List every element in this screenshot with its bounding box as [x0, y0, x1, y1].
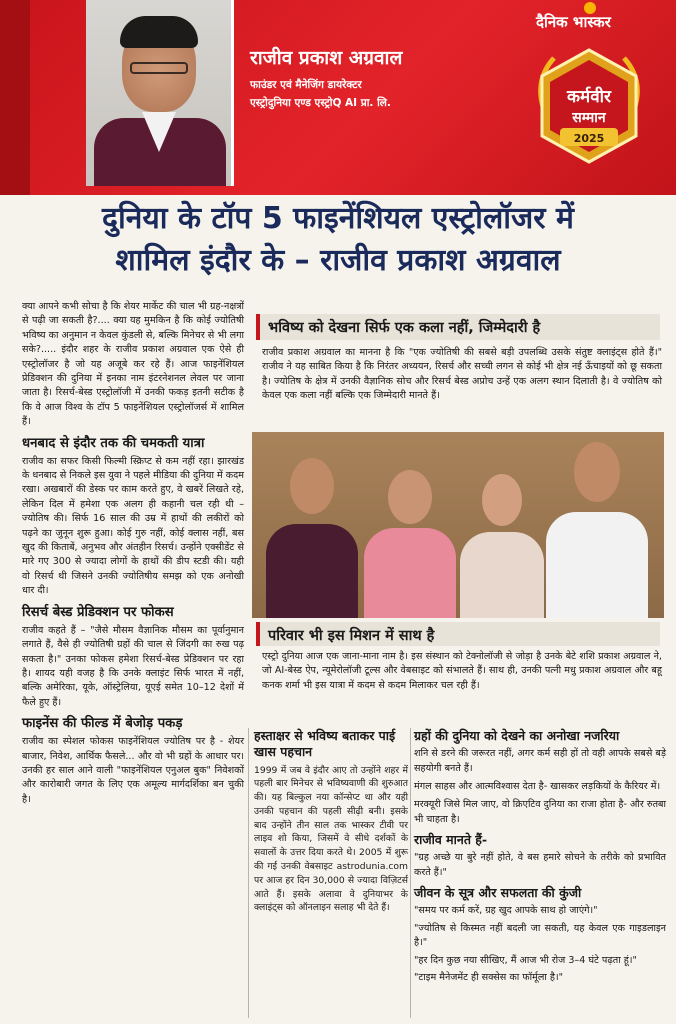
designation-line1: फाउंडर एवं मैनेजिंग डायरेक्टर	[250, 79, 362, 91]
responsibility-heading-box	[256, 314, 660, 340]
success-heading: जीवन के सूत्र और सफलता की कुंजी	[414, 885, 582, 901]
portrait-hair	[120, 16, 198, 48]
research-paragraph: राजीव कहते हैं – "जैसे मौसम वैज्ञानिक मौसम का पूर्वानुमान लगाते हैं, वैसे ही ज्योतिषी ग्रहों की चाल से जिंदगी का रुख पढ़ सकता है।" उनका फोकस हमेशा रिसर्च-बेस्ड प्रेडिक्शन पर रहा है। शायद यही वजह है कि उनके क्लाइंट सिर्फ भारत में नहीं, बल्कि अमेरिका, यूके, ऑस्ट्रेलिया, यूएई समेत 10–12 देशों में फैले हुए हैं।	[22, 624, 244, 708]
person3-body	[460, 532, 544, 618]
family-heading: परिवार भी इस मिशन में साथ है	[268, 628, 435, 644]
success-quote-2: "ज्योतिष से किस्मत नहीं बदली जा सकती, यह केवल एक गाइडलाइन है।"	[414, 922, 666, 949]
headline-line2: शामिल इंदौर के – राजीव प्रकाश अग्रवाल	[115, 242, 561, 278]
journey-paragraph: राजीव का सफर किसी फिल्मी स्क्रिप्ट से कम नहीं रहा। झारखंड के धनबाद से निकले इस युवा ने पहले मीडिया की दुनिया में कदम रखा। अखबारों की डेस्क पर काम करते हुए, वे खबरें लिखते रहे, लेकिन दिल में हमेशा एक अलग ही कहानी चल रही थी – ज्योतिष की। सिर्फ 16 साल की उम्र में हाथों की लकीरों को पढ़ने का जुनून शुरू हुआ। कोई गुरु नहीं, कोई क्लास नहीं, बस खुद की किताबें, अनुभव और अंतहीन रिसर्च। उन्होंने एक्सीडेंट से मारे गए 300 से ज्यादा लोगों के हाथों की डीप स्टडी की। यही वो रिसर्च थी जिसने उनकी ज्योतिषीय समझ को एक अनोखी धार दी।	[22, 455, 244, 597]
responsibility-body	[262, 346, 662, 404]
subheading-research: रिसर्च बेस्ड प्रेडिक्शन पर फोकस	[22, 604, 174, 620]
success-quote-3: "हर दिन कुछ नया सीखिए, मैं आज भी रोज 3–4 घंटे पढ़ता हूं।"	[414, 954, 637, 966]
intro-paragraph: क्या आपने कभी सोचा है कि शेयर मार्केट की चाल भी ग्रह-नक्षत्रों से पढ़ी जा सकती है?.... क्या यह मुमकिन है कि कोई ज्योतिषी भविष्य का अनुमान न केवल कुंडली से, बल्कि मिनेचर से भी लगा सके?..... इंदौर शहर के राजीव प्रकाश अग्रवाल एक ऐसे ही एस्ट्रोलॉजर है जो यह अजूबे कर रहे हैं। आज फाइनेंशियल प्रेडिक्शन की दुनिया में इनका नाम इंटरनेशनल लेवल पर जाना जाता है। रिसर्च-बेस्ड एस्ट्रोलॉजी में उनकी फकड़ इतनी सटीक है कि वे आज विश्व के टॉप 5 फाइनेंशियल एस्ट्रोलॉजर्स में शामिल हैं।	[22, 301, 245, 428]
family-body	[262, 650, 662, 693]
badge-title: कर्मवीर	[566, 87, 612, 107]
column-divider-2	[410, 728, 411, 1018]
signature-column	[254, 728, 408, 915]
badge-year: 2025	[573, 132, 605, 145]
planets-column	[414, 728, 666, 985]
headline-line1: दुनिया के टॉप 5 फाइनेंशियल एस्ट्रोलॉजर में	[102, 201, 574, 236]
person4-body	[546, 512, 648, 618]
subheading-journey: धनबाद से इंदौर तक की चमकती यात्रा	[22, 435, 205, 451]
award-badge	[524, 40, 654, 180]
header-stripe	[0, 0, 30, 195]
success-quote-4: "टाइम मैनेजमेंट ही सक्सेस का फॉर्मूला है।"	[414, 972, 564, 984]
portrait-glasses	[130, 62, 188, 74]
person2-body	[364, 528, 456, 618]
belief-quote: "ग्रह अच्छे या बुरे नहीं होते, वे बस हमारे सोचने के तरीके को प्रभावित करते हैं।"	[414, 852, 666, 878]
signature-heading: हस्ताक्षर से भविष्य बताकर पाई खास पहचान	[254, 728, 396, 760]
responsibility-paragraph: राजीव प्रकाश अग्रवाल का मानना है कि "एक ज्योतिषी की सबसे बड़ी उपलब्धि उसके संतुष्ट क्लाइंट्स होते हैं।" राजीव ने यह साबित किया है कि निरंतर अध्ययन, रिसर्च और सच्ची लगन से कोई भी क्षेत्र नई ऊँचाइयों को छू सकता है। ज्योतिष के क्षेत्र में उनकी वैज्ञानिक सोच और रिसर्च बेस्ड अप्रोच उन्हें एक अलग स्थान दिलाती है। वे ज्योतिष को केवल एक कला नहीं बल्कि एक जिम्मेदारी मानते हैं।	[262, 347, 662, 402]
person4-head	[574, 442, 620, 502]
main-headline	[14, 200, 662, 279]
person1-body	[266, 524, 358, 618]
person-name: राजीव प्रकाश अग्रवाल	[250, 47, 403, 69]
person3-head	[482, 474, 522, 526]
badge-subtitle: सम्मान	[572, 110, 606, 126]
person1-head	[290, 458, 334, 514]
planets-heading: ग्रहों की दुनिया को देखने का अनोखा नजरिया	[414, 728, 620, 743]
success-quote-1: "समय पर कर्म करें, ग्रह खुद आपके साथ हो जाएंगे।"	[414, 905, 598, 917]
subheading-finance: फाइनेंस की फील्ड में बेजोड़ पकड़	[22, 716, 183, 732]
belief-heading: राजीव मानते हैं-	[414, 832, 488, 848]
mars-paragraph: मंगल साहस और आत्मविश्वास देता है- खासकर लड़कियों के कैरियर में।	[414, 781, 661, 793]
designation-line2: एस्ट्रोदुनिया एण्ड एस्ट्रोQ AI प्रा. लि.	[250, 97, 391, 109]
column-divider-1	[248, 728, 249, 1018]
brand-logo-text: दैनिक भास्कर	[536, 13, 611, 31]
person2-head	[388, 470, 432, 524]
signature-paragraph: 1999 में जब वे इंदौर आए तो उन्होंने शहर में पहली बार मिनेचर से भविष्यवाणी की शुरुआत की। यह बिल्कुल नया कॉन्सेप्ट था और यही उनकी पहचान की पहली सीढ़ी बनी। इसके बाद उन्होंने तीन साल तक भास्कर टीवी पर लाइव शो किया, जिसमें वे सीधे दर्शकों के सवालों के उत्तर दिया करते थे। 2005 में शुरू की गई उनकी वेबसाइट astrodunia.com पर आज हर दिन 30,000 से ज्यादा विज़िटर्स आते हैं। इसके अलावा वे दुनियाभर के क्लाइंट्स को ऑनलाइन सलाह भी देते हैं।	[254, 764, 408, 914]
portrait-photo	[86, 0, 234, 186]
family-photo	[252, 432, 664, 618]
responsibility-heading: भविष्य को देखना सिर्फ एक कला नहीं, जिम्मेदारी है	[268, 320, 541, 336]
family-heading-box	[256, 622, 660, 646]
header-banner	[0, 0, 676, 195]
family-paragraph: एस्ट्रो दुनिया आज एक जाना-माना नाम है। इस संस्थान को टेक्नोलॉजी से जोड़ा है उनके बेटे शशि प्रकाश अग्रवाल ने, जो AI-बेस्ड ऐप, न्यूमेरोलॉजी टूल्स और वेबसाइट को संभालते हैं। साथ ही, उनकी पत्नी मधु प्रकाश अग्रवाल और बहू कनक शर्मा भी इस यात्रा में कदम से कदम मिलाकर चल रही हैं।	[262, 651, 662, 691]
saturn-paragraph: शनि से डरने की जरूरत नहीं, अगर कर्म सही हों तो वही आपके सबसे बड़े सहयोगी बनते हैं।	[414, 748, 666, 774]
finance-paragraph: राजीव का स्पेशल फोकस फाइनेंशियल ज्योतिष पर है - शेयर बाजार, निवेश, आर्थिक फैसले... और वो भी ग्रहों के आधार पर। उनकी हर साल आने वाली "फाइनेंशियल एनुअल बुक" निवेशकों और कारोबारी जगत के लिए एक अमूल्य मार्गदर्शिका बन चुकी है।	[22, 736, 244, 805]
left-column	[22, 300, 244, 807]
mercury-paragraph: मरक्यूरी जिसे मिल जाए, वो क्रिएटिव दुनिया का राजा होता है- और रुतबा भी चाहता है।	[414, 799, 666, 825]
